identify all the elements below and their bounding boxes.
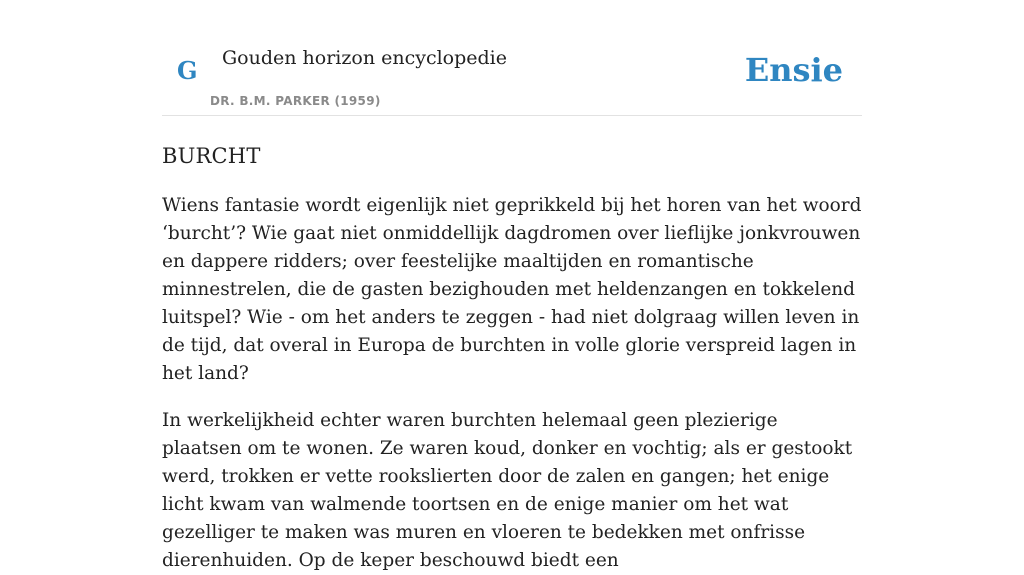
entry-paragraph: Wiens fantasie wordt eigenlijk niet geprikkeld bij het horen van het woord ‘burcht’? Wie gaat niet onmiddellijk dagdromen over lieflijke jonkvrouwen en dappere ridders; over feestelijke maaltijden en romantische minnestrelen, die de gasten bezighouden met heldenzangen en tokkelend luitspel? Wie - om het anders te zeggen - had niet dolgraag willen leven in de tijd, dat overal in Europa de burchten in volle glorie verspreid lagen in het land? — [162, 195, 862, 384]
entry-paragraph: In werkelijkheid echter waren burchten helemaal geen plezierige plaatsen om te wonen. Ze waren koud, donker en vochtig; als er gestookt werd, trokken er vette rookslierten door de zalen en gangen; het enige licht kwam van walmende toortsen en de enige manier om het wat gezelliger te maken was muren en vloeren te bedekken met onfrisse dierenhuiden. Op de keper beschouwd biedt een — [162, 410, 853, 571]
source-header — [162, 0, 862, 116]
page-container — [162, 0, 862, 575]
brand-logo[interactable]: Ensie — [744, 51, 843, 89]
source-title-link[interactable]: Gouden horizon encyclopedie — [222, 47, 507, 69]
entry-title: BURCHT — [162, 144, 261, 168]
entry-body — [162, 192, 862, 575]
source-author: DR. B.M. PARKER (1959) — [210, 94, 381, 108]
source-logo[interactable]: G — [177, 56, 198, 85]
